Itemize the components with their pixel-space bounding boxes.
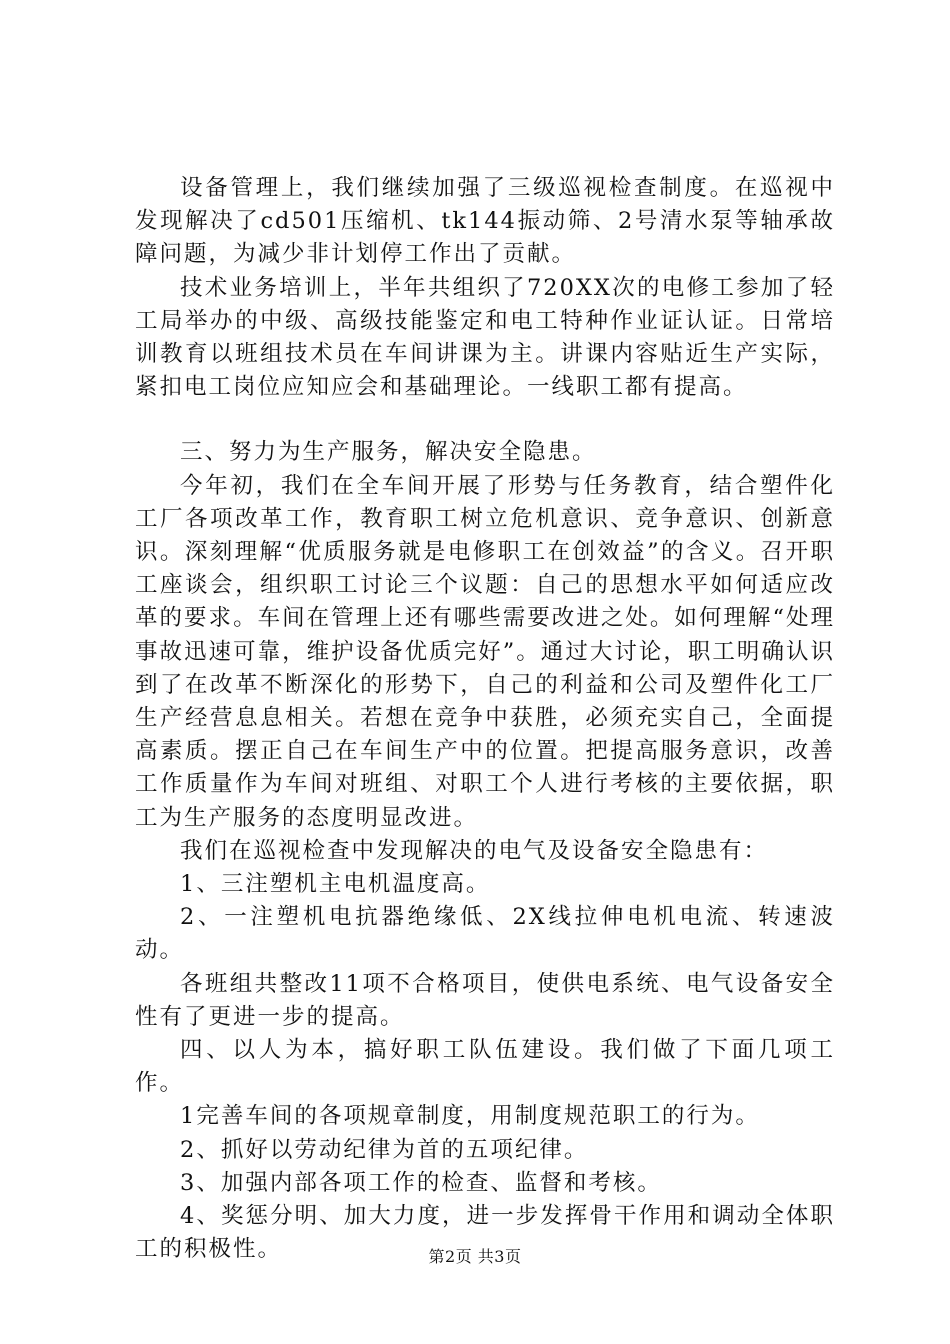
page-footer: 第2页 共3页: [428, 1247, 522, 1266]
list-item-work-1: 1完善车间的各项规章制度，用制度规范职工的行为。: [180, 1103, 760, 1130]
list-item-work-2: 2、抓好以劳动纪律为首的五项纪律。: [180, 1136, 589, 1163]
paragraph-technical-training: 技术业务培训上，半年共组织了720XX次的电修工参加了轻工局举办的中级、高级技能鉴定和电工特种作业证认证。日常培训教育以班组技术员在车间讲课为主。讲课内容贴近生产实际，紧扣电工岗位应知应会和基础理论。一线职工都有提高。: [135, 274, 835, 401]
list-item-hazard-2: 2、一注塑机电抗器绝缘低、2X线拉伸电机电流、转速波动。: [135, 904, 835, 964]
section-heading-three: 三、努力为生产服务，解决安全隐患。: [180, 439, 597, 466]
list-item-work-3: 3、加强内部各项工作的检查、监督和考核。: [180, 1169, 662, 1196]
section-heading-four: 四、以人为本，搞好职工队伍建设。我们做了下面几项工作。: [135, 1037, 835, 1097]
list-item-hazard-1: 1、三注塑机主电机温度高。: [180, 871, 491, 898]
document-body: [135, 172, 835, 1267]
paragraph-equipment-management: 设备管理上，我们继续加强了三级巡视检查制度。在巡视中发现解决了cd501压缩机、tk144振动筛、2号清水泵等轴承故障问题，为减少非计划停工作出了贡献。: [135, 175, 835, 268]
paragraph-rectification: 各班组共整改11项不合格项目，使供电系统、电气设备安全性有了更进一步的提高。: [135, 970, 835, 1030]
paragraph-hazards-intro: 我们在巡视检查中发现解决的电气及设备安全隐患有：: [180, 837, 769, 864]
list-item-work-4: 4、奖惩分明、加大力度，进一步发挥骨干作用和调动全体职工的积极性。: [135, 1203, 835, 1263]
paragraph-education: 今年初，我们在全车间开展了形势与任务教育，结合塑件化工厂各项改革工作，教育职工树立危机意识、竞争意识、创新意识。深刻理解“优质服务就是电修职工在创效益”的含义。召开职工座谈会，组织职工讨论三个议题：自己的思想水平如何适应改革的要求。车间在管理上还有哪些需要改进之处。如何理解“处理事故迅速可靠，维护设备优质完好”。通过大讨论，职工明确认识到了在改革不断深化的形势下，自己的利益和公司及塑件化工厂生产经营息息相关。若想在竞争中获胜，必须充实自己，全面提高素质。摆正自己在车间生产中的位置。把提高服务意识，改善工作质量作为车间对班组、对职工个人进行考核的主要依据，职工为生产服务的态度明显改进。: [135, 472, 835, 831]
